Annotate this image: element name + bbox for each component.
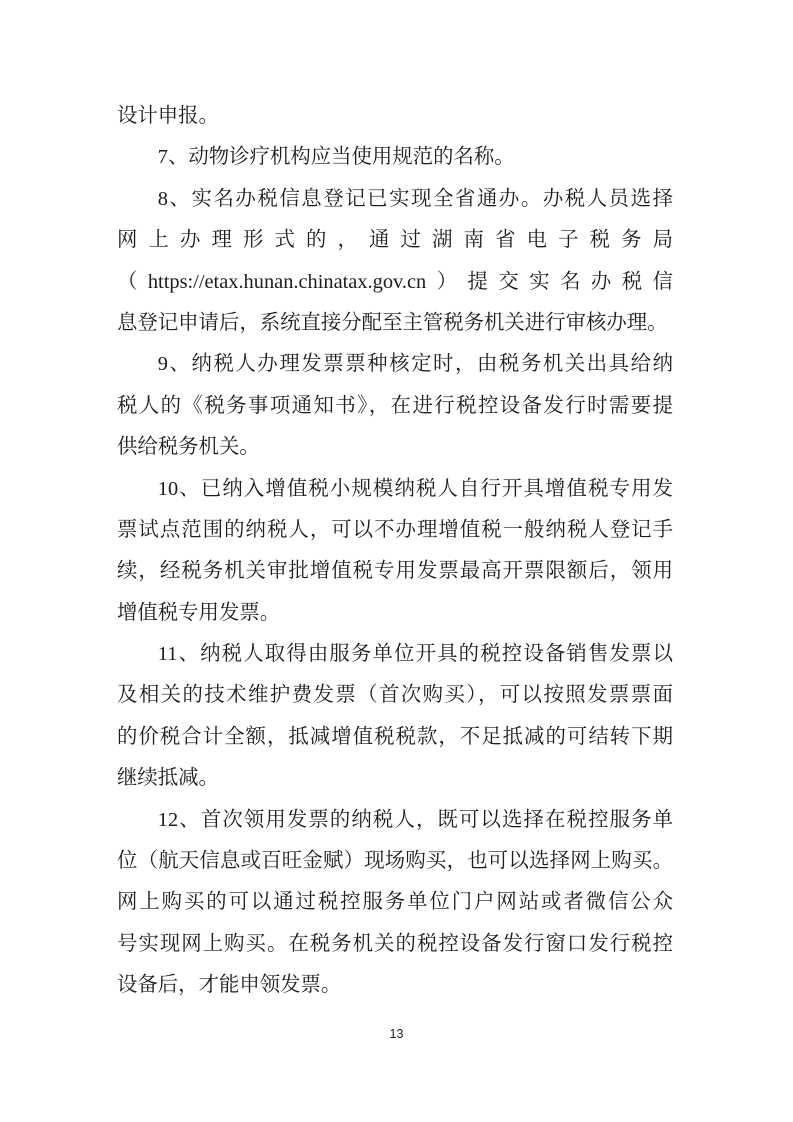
text-line: 8、实名办税信息登记已实现全省通办。办税人员选择 [157, 187, 673, 210]
text-line: 继续抵减。 [117, 767, 219, 790]
text-line: 12、首次领用发票的纳税人，既可以选择在税控服务单 [157, 808, 673, 831]
text-line: 续，经税务机关审批增值税专用发票最高开票限额后，领用 [117, 560, 673, 583]
text-line: 位（航天信息或百旺金赋）现场购买，也可以选择网上购买。 [117, 850, 673, 873]
text-line: 的价税合计全额，抵减增值税税款，不足抵减的可结转下期 [117, 725, 673, 748]
text-line: 票试点范围的纳税人，可以不办理增值税一般纳税人登记手 [117, 518, 673, 541]
text-line: 增值税专用发票。 [117, 601, 281, 624]
text-line: 9、纳税人办理发票票种核定时，由税务机关出具给纳 [157, 353, 673, 376]
text-line: 供给税务机关。 [117, 436, 260, 459]
text-line: 设计申报。 [117, 105, 219, 127]
text-line: 网上购买的可以通过税控服务单位门户网站或者微信公众 [117, 891, 673, 914]
document-body [117, 96, 673, 1007]
text-line: 7、动物诊疗机构应当使用规范的名称。 [157, 146, 515, 169]
page-number: 13 [389, 1027, 404, 1041]
text-line: 设备后，才能申领发票。 [117, 974, 342, 997]
text-line: 网上办理形式的，通过湖南省电子税务局 [117, 229, 673, 252]
text-line: 及相关的技术维护费发票（首次购买），可以按照发票票面 [117, 684, 673, 707]
text-line: 息登记申请后，系统直接分配至主管税务机关进行审核办理。 [117, 311, 668, 334]
text-line: 税人的《税务事项通知书》，在进行税控设备发行时需要提 [117, 394, 673, 417]
text-line: 号实现网上购买。在税务机关的税控设备发行窗口发行税控 [117, 932, 673, 955]
page-footer [0, 1026, 793, 1042]
text-line: 11、纳税人取得由服务单位开具的税控设备销售发票以 [157, 643, 673, 666]
text-line-url: （https://etax.hunan.chinatax.gov.cn）提交实名办税信 [117, 270, 673, 293]
text-line: 10、已纳入增值税小规模纳税人自行开具增值税专用发 [157, 477, 673, 500]
